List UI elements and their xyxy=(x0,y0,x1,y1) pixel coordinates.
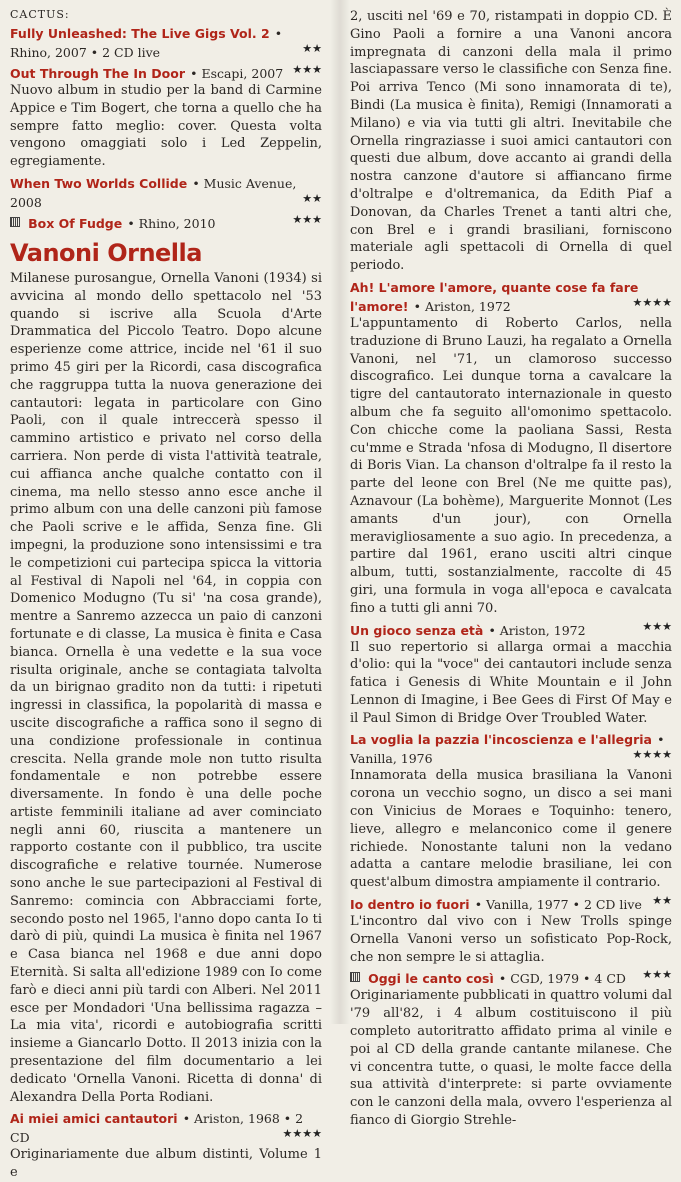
artist-heading: Vanoni Ornella xyxy=(10,238,202,267)
right-column xyxy=(350,8,672,1130)
box-set-icon xyxy=(10,217,20,227)
rating-stars: ★★★ xyxy=(292,63,322,76)
rating-stars: ★★ xyxy=(302,191,322,205)
album-entry xyxy=(10,173,322,211)
box-set-icon xyxy=(350,972,360,982)
album-review: Innamorata della musica brasiliana la Vanoni corona un vecchio sogno, un disco a sei mani con Vinicius de Moraes e Toquinho: tenero, lieve, allegro e melanconico come il genere richiede. Nonostante taluni non la vedano adatta a cantare melodie brasiliane, lei con quest'album dimostra ampiamente il contrario. xyxy=(350,768,672,891)
album-entry xyxy=(10,1108,322,1146)
album-entry xyxy=(350,729,672,767)
album-title: Un gioco senza età xyxy=(350,622,484,638)
album-title: When Two Worlds Collide xyxy=(10,175,188,191)
album-meta: • Ariston, 1972 xyxy=(488,622,586,638)
album-meta: • Ariston, 1968 • 2 CD xyxy=(10,1111,304,1146)
album-review: L'appuntamento di Roberto Carlos, nella traduzione di Bruno Lauzi, ha regalato a Ornella Vanoni, nel '71, un clamoroso successo discografico. Lei dunque torna a cavalcare la tigre del cantautorato internazionale in questo album che fa seguito all'omonimo spettacolo. Con chicche come la paoliana Sassi, Resta cu'mme e Strada 'nfosa di Modugno, Il disertore di Boris Vian. La chanson d'oltralpe fa il resto la parte del leone con Brel (Ne me quitte pas), Aznavour (La bohème), Marguerite Monnot (Les amants d'un jour), con Ornella meravigliosamente a suo agio. In precedenza, a partire dal 1961, erano usciti altri cinque album, tutti, sostanzialmente, raccolte di 45 giri, una formula in voga all'epoca e cavalcata fino a tutti gli anni 70. xyxy=(350,315,672,616)
album-review: Originariamente pubblicati in quattro volumi dal '79 all'82, i 4 album costituiscono il più completo autoritratto affidato prima al vinile e poi al CD della grande cantante milanese. Che vi concentra tutte, o quasi, le molte facce della sua attività d'interprete: si parte ovviamente con le canzoni della mala, ovvero l'esperienza al fianco di Giorgio Strehle- xyxy=(350,988,672,1129)
album-entry xyxy=(10,63,322,82)
album-title: Ah! L'amore l'amore, quante cose fa fare l'amore! xyxy=(350,279,639,314)
album-meta: • Vanilla, 1976 xyxy=(350,732,665,767)
rating-stars: ★★ xyxy=(652,894,672,908)
album-title: Fully Unleashed: The Live Gigs Vol. 2 xyxy=(10,26,270,41)
album-meta: • Music Avenue, 2008 xyxy=(10,175,297,210)
artist-biography: Milanese purosangue, Ornella Vanoni (1934) si avvicina al mondo dello spettacolo nel '53 quando si iscrive alla Scuola d'Arte Drammatica del Piccolo Teatro. Dopo alcune esperienze come attrice, incide nel '61 il suo primo 45 giri per la Ricordi, casa discografica che raggruppa tutta la nuova generazione dei cantautori: legata in particolare con Gino Paoli, con il quale intreccerà spesso il cammino artistico e privato nel corso della carriera. Non perde di vista l'attività teatrale, cui affianca anche qualche contatto con il cinema, ma nello stesso anno esce anche il primo album con una delle canzoni più famose che Paoli scrive e le affida, Senza fine. Gli impegni, la produzione sono intensissimi e tra le competizioni cui partecipa spicca la vittoria al Festival di Napoli nel '64, in coppia con Domenico Modugno (Tu si' 'na cosa grande), mentre a Sanremo azzecca un paio di canzoni fortunate e di classe, La musica è finita e Casa bianca. Ornella è una vedette e la sua voce risulta originale, anche se contagiata talvolta da un birignao gradito non da tutti: i ripetuti ingressi in classifica, la popolarità di massa e uscite discografiche a raffica sono il segno di una condizione professionale in continua crescita. Nella grande mole non tutto risulta fondamentale e non potrebbe essere diversamente. In fondo è una delle poche artiste femminili italiane ad aver cominciato negli anni 60, riuscita a mantenere un rapporto costante con il pubblico, tra uscite discografiche e relative tournée. Numerose sono anche le sue partecipazioni al Festival di Sanremo: comincia con Abbracciami forte, secondo posto nel 1965, l'anno dopo canta Io ti darò di più, quindi La musica è finita nel 1967 e Casa bianca nel 1968 e due anni dopo Eternità. Si salta all'edizione 1989 con Io come farò e dieci anni più tardi con Alberi. Nel 2011 esce per Mondadori 'Una bellissima ragazza – La mia vita', ricordi e autobiografia scritti insieme a Giancarlo Dotto. Il 2013 inizia con la presentazione del film documentario a lei dedicato 'Ornella Vanoni. Ricetta di donna' di Alexandra Della Porta Rodiani. xyxy=(10,270,322,1105)
album-title: Oggi le canto così xyxy=(368,971,494,987)
rating-stars: ★★★★ xyxy=(632,295,672,309)
album-entry xyxy=(350,894,672,913)
album-entry xyxy=(350,620,672,639)
album-review: Originariamente due album distinti, Volume 1 e xyxy=(10,1147,322,1181)
album-title: Box Of Fudge xyxy=(28,215,123,231)
album-review: L'incontro dal vivo con i New Trolls spinge Ornella Vanoni verso un sofisticato Pop-Rock, che non sempre le si attaglia. xyxy=(350,914,672,965)
album-entry xyxy=(350,968,672,987)
rating-stars: ★★★★ xyxy=(282,1127,322,1141)
album-review: Nuovo album in studio per la band di Carmine Appice e Tim Bogert, che torna a quello che ha sempre fatto meglio: cover. Questa volta vengono omaggiati solo i Led Zeppelin, egregiamente. xyxy=(10,83,322,170)
page-gutter xyxy=(330,0,350,1024)
rating-stars: ★★ xyxy=(302,42,322,55)
album-review: Il suo repertorio si allarga ormai a macchia d'olio: qui la "voce" dei cantautori include senza fatica i Genesis di White Mountain e il John Lennon di Imagine, i Bee Gees di First Of May e il Paul Simon di Bridge Over Troubled Water. xyxy=(350,639,672,726)
album-meta: • Ariston, 1972 xyxy=(413,298,511,314)
album-meta: • Rhino, 2010 xyxy=(127,215,216,231)
album-entry xyxy=(10,213,322,232)
album-title: Out Through The In Door xyxy=(10,66,185,81)
album-entry xyxy=(350,277,672,315)
album-title: La voglia la pazzia l'incoscienza e l'allegria xyxy=(350,732,652,748)
section-label: CACTUS: xyxy=(10,8,70,21)
rating-stars: ★★★★ xyxy=(632,748,672,762)
album-review: 2, usciti nel '69 e 70, ristampati in doppio CD. È Gino Paoli a fornire a una Vanoni ancora impregnata di canzoni della mala il primo lasciapassare verso le classifiche con Senza fine. Poi arriva Tenco (Mi sono innamorata di te), Bindi (La musica è finita), Remigi (Innamorati a Milano) e via via tutti gli altri. Inevitabile che Ornella ringraziasse i suoi amici cantautori con questi due album, dove accanto ai grandi della nostra canzone d'autore si affiancano firme d'oltralpe e d'oltremanica, da Edith Piaf a Donovan, da Charles Trenet a tanti altri che, con Brel e i grandi brasiliani, forniscono materiale agli spettacoli di Ornella di quel periodo. xyxy=(350,9,672,274)
album-meta: • CGD, 1979 • 4 CD xyxy=(498,971,626,987)
rating-stars: ★★★ xyxy=(642,968,672,982)
album-meta: • Escapi, 2007 xyxy=(190,66,284,81)
album-meta: • Vanilla, 1977 • 2 CD live xyxy=(474,897,642,913)
rating-stars: ★★★ xyxy=(292,212,322,226)
album-title: Ai miei amici cantautori xyxy=(10,1111,178,1127)
left-column xyxy=(10,8,322,1182)
album-title: Io dentro io fuori xyxy=(350,897,470,913)
album-entry xyxy=(10,23,322,61)
album-meta: • Rhino, 2007 • 2 CD live xyxy=(10,26,283,60)
rating-stars: ★★★ xyxy=(642,619,672,633)
